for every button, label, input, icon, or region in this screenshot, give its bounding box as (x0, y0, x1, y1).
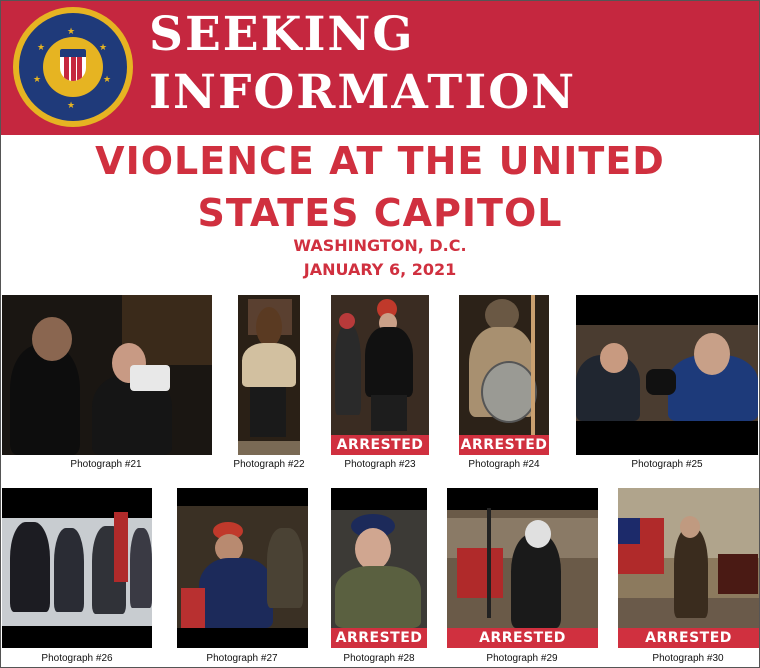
photo-28 (331, 488, 427, 648)
date-text: JANUARY 6, 2021 (303, 260, 457, 279)
photo-caption: Photograph #29 (486, 653, 558, 664)
fbi-seal-icon: ★ ★ ★ ★ ★ ★ (13, 7, 133, 127)
title-line-1: VIOLENCE AT THE UNITED (95, 139, 665, 183)
headline-line-1: SEEKING (149, 7, 415, 62)
photo-25 (576, 295, 758, 455)
photo-caption: Photograph #30 (652, 653, 724, 664)
photo-caption: Photograph #22 (233, 459, 305, 470)
arrested-badge: ARRESTED (460, 437, 548, 453)
title-line-2: STATES CAPITOL (197, 191, 563, 235)
photo-caption: Photograph #28 (343, 653, 415, 664)
arrested-badge: ARRESTED (331, 435, 429, 455)
photo-30 (618, 488, 759, 648)
location-text: WASHINGTON, D.C. (293, 236, 467, 255)
photo-29 (447, 488, 598, 648)
header-banner (1, 1, 759, 135)
photo-caption: Photograph #26 (41, 653, 113, 664)
arrested-badge: ARRESTED (618, 628, 759, 648)
photo-caption: Photograph #25 (631, 459, 703, 470)
photo-27 (177, 488, 308, 648)
arrested-badge: ARRESTED (447, 628, 598, 648)
photo-23 (331, 295, 429, 455)
photo-21 (2, 295, 212, 455)
headline-line-2: INFORMATION (149, 65, 577, 120)
photo-26 (2, 488, 152, 648)
photo-22 (238, 295, 300, 455)
arrested-badge: ARRESTED (331, 628, 427, 648)
photo-caption: Photograph #23 (344, 459, 416, 470)
photo-24 (459, 295, 549, 455)
photo-caption: Photograph #27 (206, 653, 278, 664)
photo-caption: Photograph #21 (70, 459, 142, 470)
photo-caption: Photograph #24 (468, 459, 540, 470)
